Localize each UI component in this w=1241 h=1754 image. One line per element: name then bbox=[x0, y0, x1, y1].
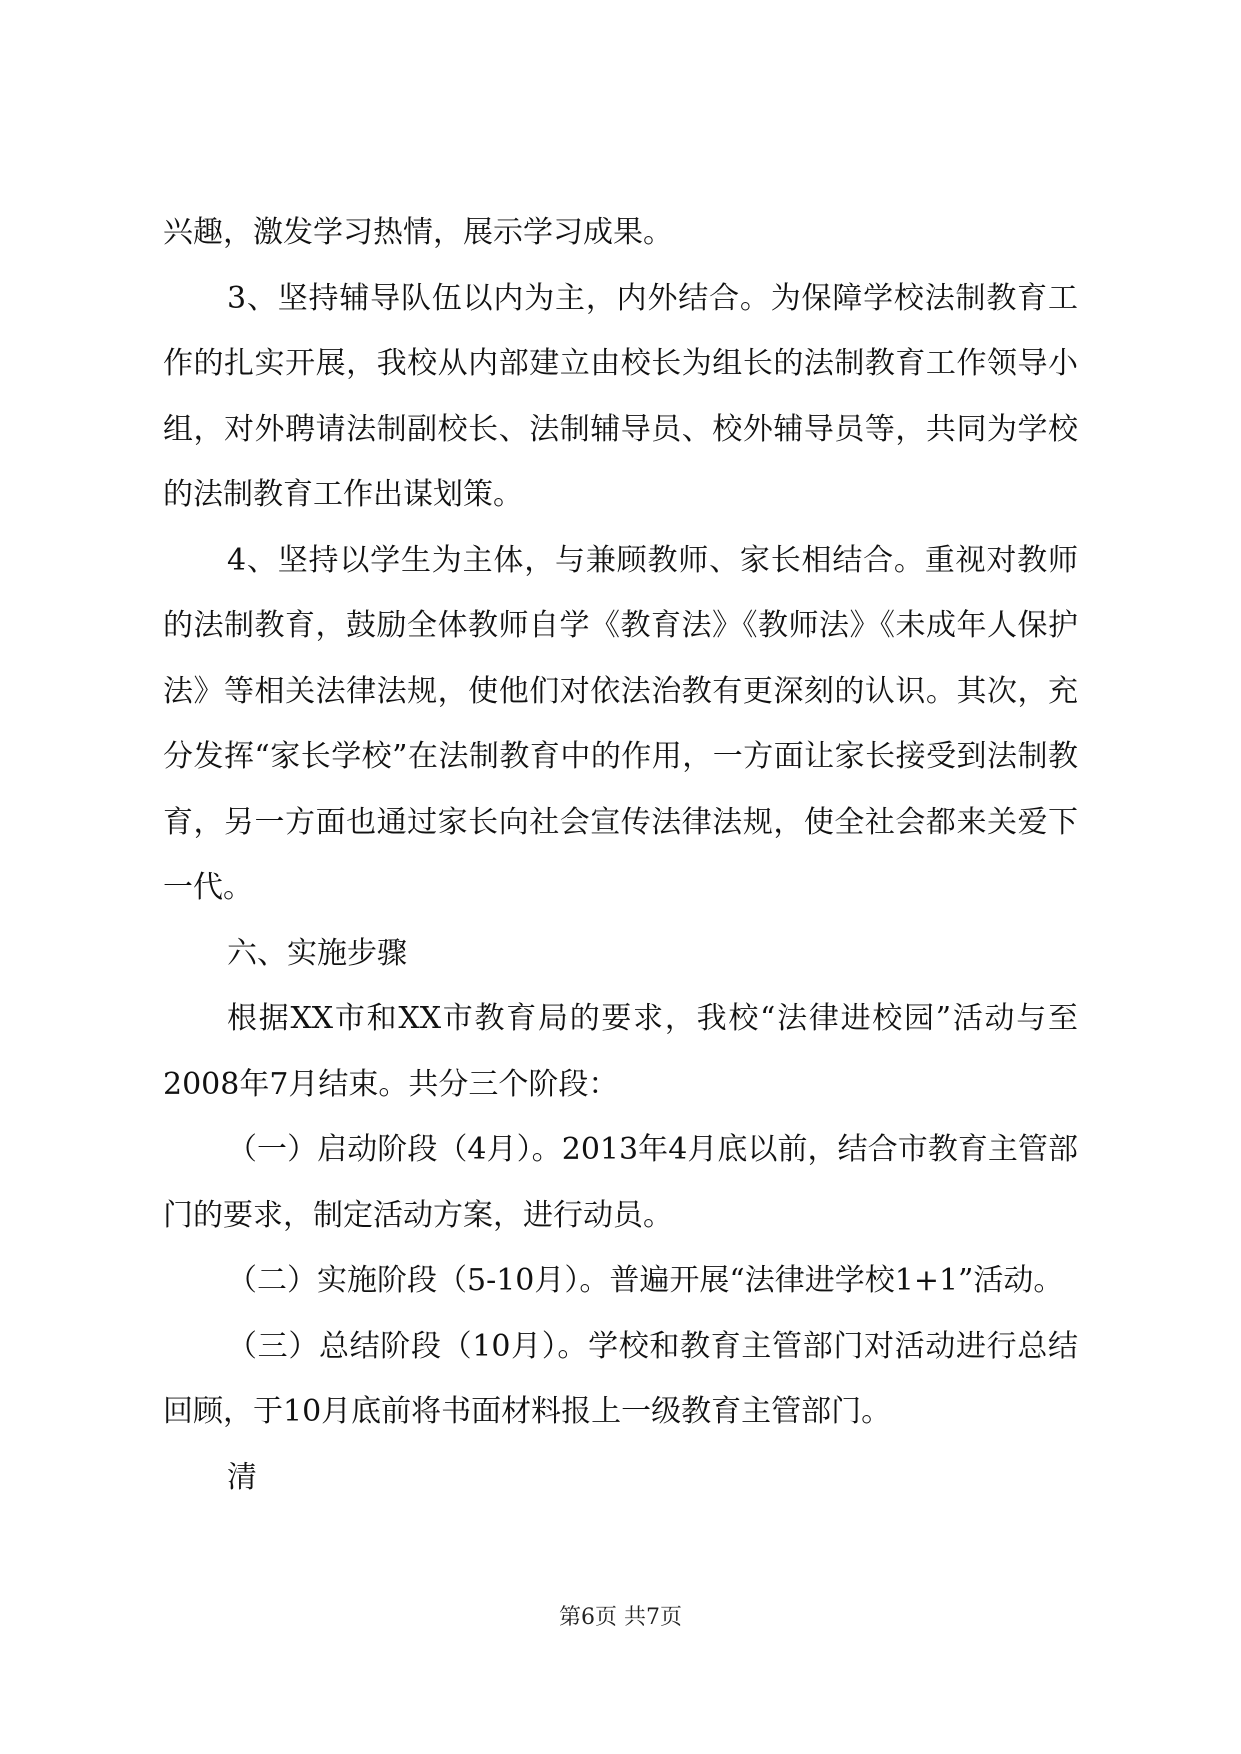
paragraph-point-4: 4、坚持以学生为主体，与兼顾教师、家长相结合。重视对教师的法制教育，鼓励全体教师自学《教育法》《教师法》《未成年人保护法》等相关法律法规，使他们对依法治教有更深刻的认识。其次，充分发挥“家长学校”在法制教育中的作用，一方面让家长接受到法制教育，另一方面也通过家长向社会宣传法律法规，使全社会都来关爱下一代。 bbox=[163, 542, 1078, 905]
section-heading-implementation-steps: 六、实施步骤 bbox=[227, 935, 407, 971]
page-number-footer: 第6页 共7页 bbox=[559, 1605, 682, 1630]
paragraph-phase-1: （一）启动阶段（4月）。2013年4月底以前，结合市教育主管部门的要求，制定活动方案，进行动员。 bbox=[163, 1132, 1078, 1233]
paragraph-phase-3: （三）总结阶段（10月）。学校和教育主管部门对活动进行总结回顾，于10月底前将书面材料报上一级教育主管部门。 bbox=[163, 1328, 1078, 1429]
paragraph-phase-2: （二）实施阶段（5-10月）。普遍开展“法律进学校1+1”活动。 bbox=[227, 1263, 1064, 1298]
paragraph-schedule-intro: 根据XX市和XX市教育局的要求，我校“法律进校园”活动与至2008年7月结束。共分三个阶段： bbox=[163, 1001, 1078, 1102]
paragraph-point-3: 3、坚持辅导队伍以内为主，内外结合。为保障学校法制教育工作的扎实开展，我校从内部建立由校长为组长的法制教育工作领导小组，对外聘请法制副校长、法制辅导员、校外辅导员等，共同为学校的法制教育工作出谋划策。 bbox=[163, 280, 1078, 512]
document-body bbox=[163, 200, 1078, 1510]
paragraph-trailing-fragment: 清 bbox=[227, 1459, 257, 1495]
paragraph-continuation: 兴趣，激发学习热情，展示学习成果。 bbox=[163, 215, 673, 250]
